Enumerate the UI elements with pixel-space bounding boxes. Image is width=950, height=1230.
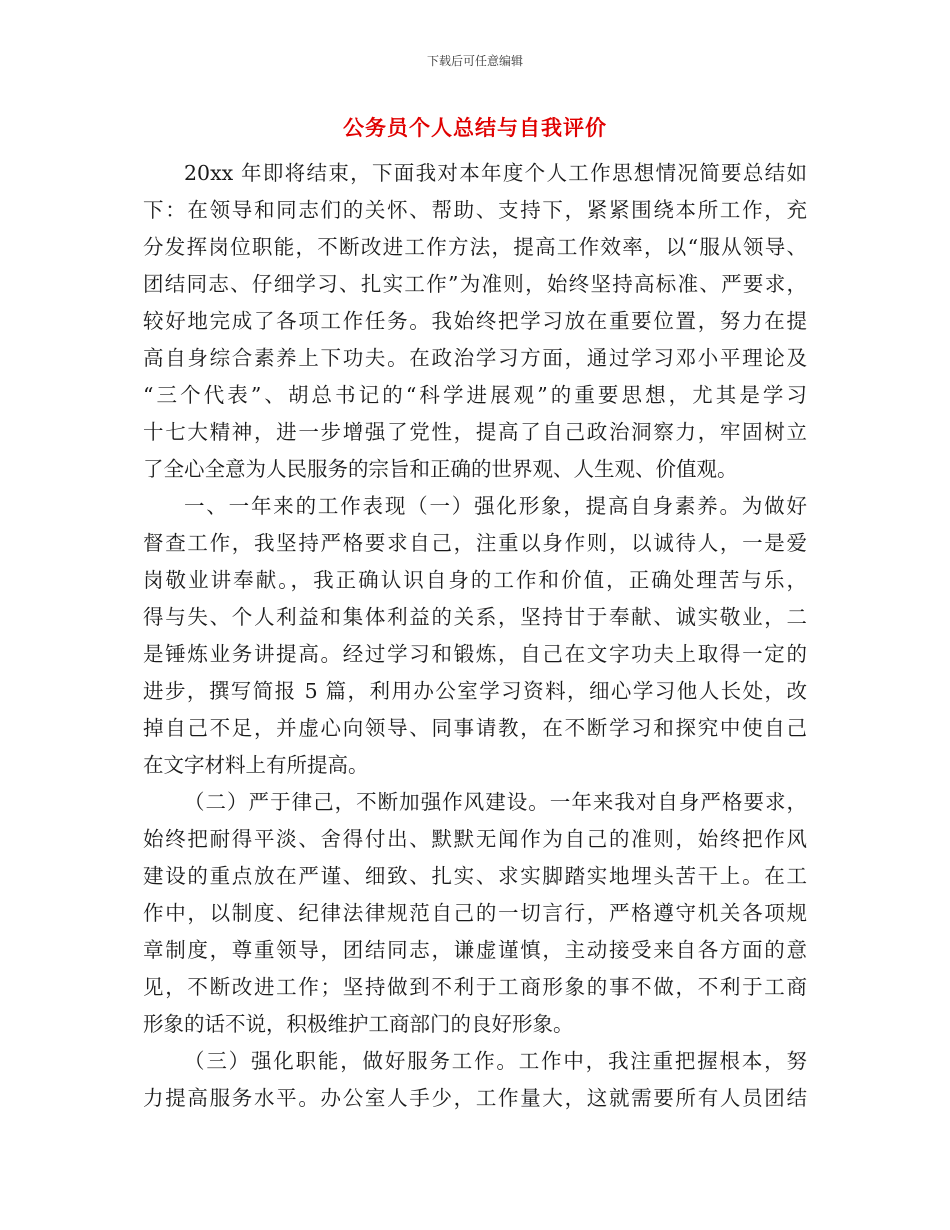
body-line: 高自身综合素养上下功夫。在政治学习方面，通过学习邓小平理论及: [143, 346, 807, 370]
body-line: 一、一年来的工作表现（一）强化形象，提高自身素养。为做好: [184, 494, 807, 518]
body-line: 见，不断改进工作；坚持做到不利于工商形象的事不做，不利于工商: [143, 975, 807, 999]
document-title: 公务员个人总结与自我评价: [343, 115, 607, 140]
body-line: 在文字材料上有所提高。: [143, 753, 369, 777]
body-line: 章制度，尊重领导，团结同志，谦虚谨慎，主动接受来自各方面的意: [143, 938, 807, 962]
body-line: 进步，撰写简报 5 篇，利用办公室学习资料，细心学习他人长处，改: [143, 679, 807, 703]
body-line: 岗敬业讲奉献。，我正确认识自身的工作和价值，正确处理苦与乐，: [143, 568, 807, 592]
page-header-note: 下载后可任意编辑: [426, 54, 523, 68]
body-line: 了全心全意为人民服务的宗旨和正确的世界观、人生观、价值观。: [143, 457, 738, 481]
body-line: 十七大精神，进一步增强了党性，提高了自己政治洞察力，牢固树立: [143, 420, 807, 444]
body-line: 形象的话不说，积极维护工商部门的良好形象。: [143, 1012, 574, 1036]
body-line: 20xx 年即将结束，下面我对本年度个人工作思想情况简要总结如: [184, 161, 807, 185]
body-line: 得与失、个人利益和集体利益的关系，坚持甘于奉献、诚实敬业，二: [143, 605, 807, 629]
body-line: 建设的重点放在严谨、细致、扎实、求实脚踏实地埋头苦干上。在工: [143, 864, 807, 888]
body-line: “三个代表”、胡总书记的“科学进展观”的重要思想，尤其是学习: [143, 383, 807, 407]
body-line: 力提高服务水平。办公室人手少，工作量大，这就需要所有人员团结: [143, 1086, 807, 1110]
body-line: 下：在领导和同志们的关怀、帮助、支持下，紧紧围绕本所工作，充: [143, 198, 807, 222]
body-line: 作中，以制度、纪律法律规范自己的一切言行，严格遵守机关各项规: [143, 901, 807, 925]
document-body: [143, 155, 807, 1117]
body-line: 分发挥岗位职能，不断改进工作方法，提高工作效率，以“服从领导、: [143, 235, 807, 259]
body-line: （二）严于律己，不断加强作风建设。一年来我对自身严格要求，: [184, 790, 807, 814]
body-line: 是锤炼业务讲提高。经过学习和锻炼，自己在文字功夫上取得一定的: [143, 642, 807, 666]
body-line: 督查工作，我坚持严格要求自己，注重以身作则，以诚待人，一是爱: [143, 531, 807, 555]
body-line: 较好地完成了各项工作任务。我始终把学习放在重要位置，努力在提: [143, 309, 807, 333]
body-line: 掉自己不足，并虚心向领导、同事请教，在不断学习和探究中使自己: [143, 716, 807, 740]
body-line: 团结同志、仔细学习、扎实工作”为准则，始终坚持高标准、严要求，: [143, 272, 807, 296]
body-line: （三）强化职能，做好服务工作。工作中，我注重把握根本，努: [184, 1049, 807, 1073]
body-line: 始终把耐得平淡、舍得付出、默默无闻作为自己的准则，始终把作风: [143, 827, 807, 851]
